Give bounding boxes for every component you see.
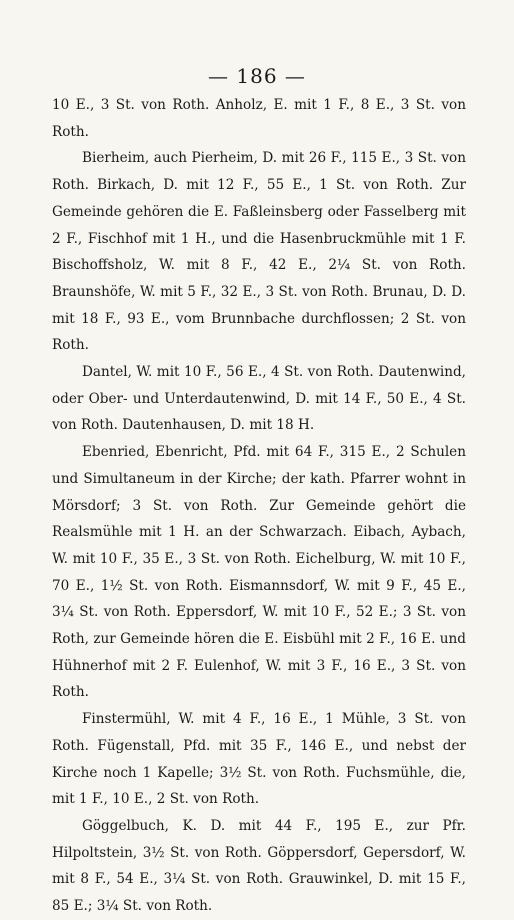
paragraph: Göggelbuch, K. D. mit 44 F., 195 E., zur Pfr. Hilpoltstein, 3½ St. von Roth. Göppersdorf, Gepersdorf, W. mit 8 F., 54 E., 3¼ St. von Roth. Grauwinkel, D. mit 15 F., 85 E.; 3¼ St. von Roth.	[52, 817, 466, 915]
paragraph: Dantel, W. mit 10 F., 56 E., 4 St. von Roth. Dautenwind, oder Ober- und Unterdautenwind, D. mit 14 F., 50 E., 4 St. von Roth. Dautenhausen, D. mit 18 H.	[52, 364, 466, 434]
paragraph: Finstermühl, W. mit 4 F., 16 E., 1 Mühle, 3 St. von Roth. Fügenstall, Pfd. mit 35 F., 146 E., und nebst der Kirche noch 1 Kapelle; 3½ St. von Roth. Fuchsmühle, die, mit 1 F., 10 E., 2 St. von Roth.	[52, 711, 466, 808]
page-number: — 186 —	[208, 64, 306, 88]
page-text	[52, 92, 466, 920]
paragraph: 10 E., 3 St. von Roth. Anholz, E. mit 1 F., 8 E., 3 St. von Roth.	[52, 97, 466, 140]
paragraph: Ebenried, Ebenricht, Pfd. mit 64 F., 315 E., 2 Schulen und Simultaneum in der Kirche; der kath. Pfarrer wohnt in Mörsdorf; 3 St. von Roth. Zur Gemeinde gehört die Realsmühle mit 1 H. an der Schwarzach. Eibach, Aybach, W. mit 10 F., 35 E., 3 St. von Roth. Eichelburg, W. mit 10 F., 70 E., 1½ St. von Roth. Eismannsdorf, W. mit 9 F., 45 E., 3¼ St. von Roth. Eppersdorf, W. mit 10 F., 52 E.; 3 St. von Roth, zur Gemeinde hören die E. Eisbühl mit 2 F., 16 E. und Hühnerhof mit 2 F. Eulenhof, W. mit 3 F., 16 E., 3 St. von Roth.	[52, 444, 466, 701]
paragraph: Bierheim, auch Pierheim, D. mit 26 F., 115 E., 3 St. von Roth. Birkach, D. mit 12 F., 55 E., 1 St. von Roth. Zur Gemeinde gehören die E. Faßleinsberg oder Fasselberg mit 2 F., Fischhof mit 1 H., und die Hasenbruckmühle mit 1 F. Bischoffsholz, W. mit 8 F., 42 E., 2¼ St. von Roth. Braunshöfe, W. mit 5 F., 32 E., 3 St. von Roth. Brunau, D. D. mit 18 F., 93 E., vom Brunnbache durchflossen; 2 St. von Roth.	[52, 150, 466, 354]
